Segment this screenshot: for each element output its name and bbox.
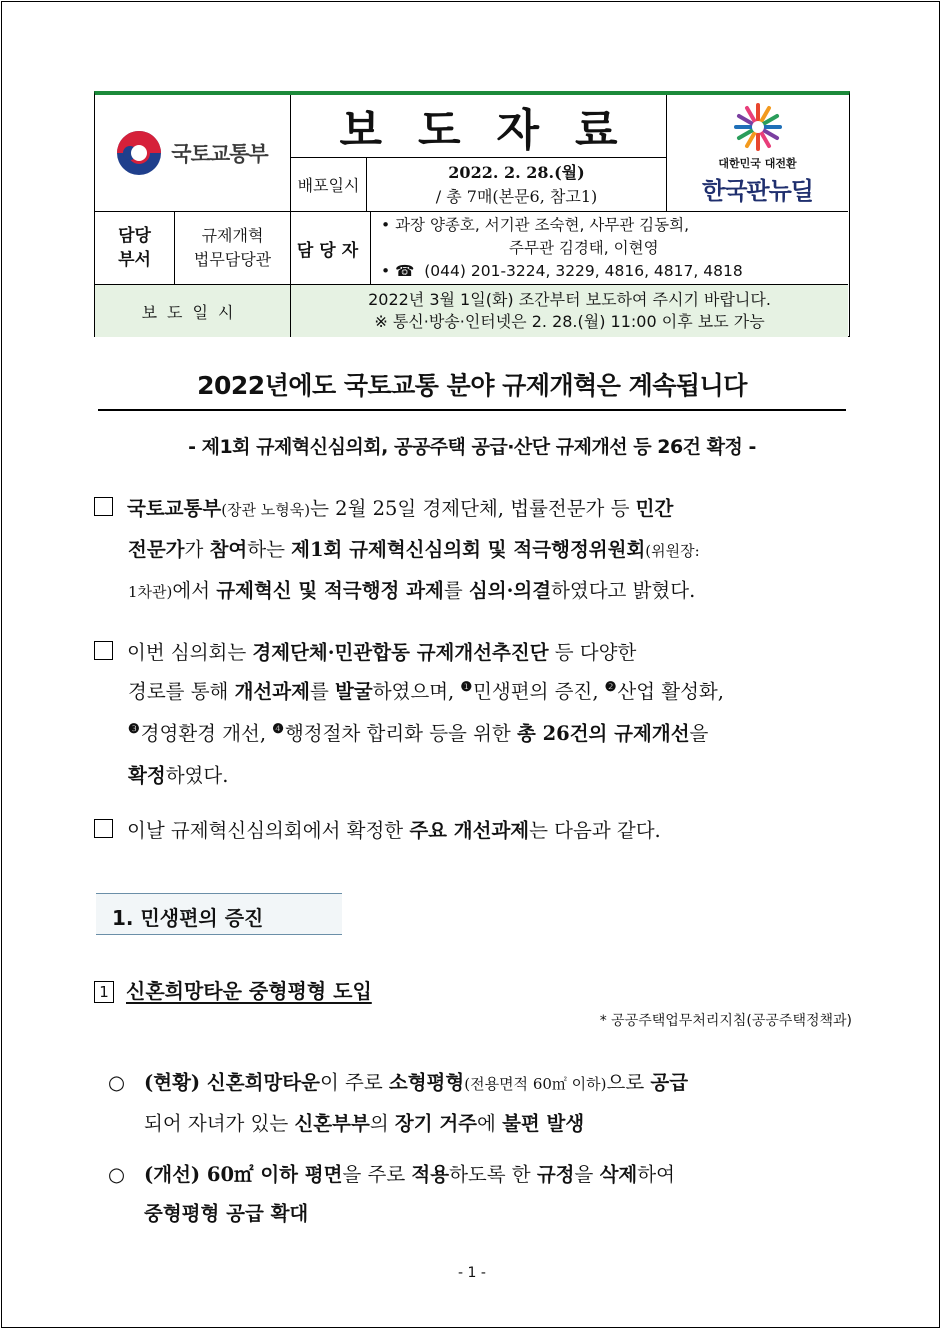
page-number: - 1 - (458, 1265, 486, 1281)
publish-line2: ※ 통신·방송·인터넷은 2. 28.(월) 11:00 이후 보도 가능 (374, 312, 765, 331)
new-deal-burst-icon (723, 101, 793, 153)
distribution-value (367, 158, 667, 212)
dept-name-line2: 법무담당관 (193, 250, 272, 269)
manager-line1: • 과장 양종호, 서기관 조숙현, 사무관 김동희, (381, 216, 690, 234)
brand-small-text: 대한민국 대전환 (718, 156, 797, 170)
manager-line2: 주무관 김경태, 이현영 (509, 239, 659, 257)
bullet-current: ○ (현황) 신혼희망타운이 주로 소형평형(전용면적 60㎡ 이하)으로 공급 되어 자녀가 있는 신혼부부의 장기 거주에 불편 발생 (94, 1063, 854, 1143)
phone-icon: ☎ (395, 262, 415, 280)
dept-label (95, 212, 175, 285)
item-heading (94, 975, 372, 1004)
subheadline: - 제1회 규제혁신심의회, 공공주택 공급·산단 규제개선 등 26건 확정 - (188, 436, 756, 458)
publish-line1: 2022년 3월 1일(화) 조간부터 보도하여 주시기 바랍니다. (368, 290, 771, 309)
phone-numbers: (044) 201-3224, 3229, 4816, 4817, 4818 (424, 262, 743, 280)
dept-name-line1: 규제개혁 (201, 226, 264, 245)
checkbox-bullet-icon (94, 497, 113, 516)
checkbox-bullet-icon (94, 819, 113, 838)
korea-new-deal-logo (667, 95, 848, 212)
section-title: 1. 민생편의 증진 (96, 893, 342, 935)
number-2-icon: ❷ (604, 680, 617, 695)
paragraph-3: 이날 규제혁신심의회에서 확정한 주요 개선과제는 다음과 같다. (94, 811, 854, 850)
manager-value (371, 212, 848, 285)
distribution-label: 배포일시 (291, 158, 367, 212)
item-number: 1 (94, 981, 114, 1003)
phone-line: • ☎ (044) 201-3224, 3229, 4816, 4817, 4818 (381, 262, 743, 280)
circle-bullet-icon: ○ (108, 1163, 126, 1186)
dept-label-line1: 담당 (118, 226, 151, 246)
publish-value (291, 285, 848, 337)
paragraph-1: 국토교통부(장관 노형욱)는 2월 25일 경제단체, 법률전문가 등 민간 전문가가 참여하는 제1회 규제혁신심의회 및 적극행정위원회(위원장: 1차관)에서 규제혁신 및 적극행정 과제를 심의·의결하였다고 밝혔다. (94, 489, 854, 612)
dept-label-line2: 부서 (118, 250, 151, 270)
distribution-date: 2022. 2. 28.(월) (448, 162, 585, 182)
ministry-logo (95, 95, 291, 212)
publish-label: 보도일시 (95, 285, 291, 337)
headline-divider (98, 409, 846, 411)
doc-type-title: 보도자료 (291, 95, 667, 158)
bullet-improvement: ○ (개선) 60㎡ 이하 평면을 주로 적용하도록 한 규정을 삭제하여 중형평형 공급 확대 (94, 1155, 854, 1233)
headline: 2022년에도 국토교통 분야 규제개혁은 계속됩니다 (197, 371, 747, 400)
reference-note: * 공공주택업무처리지침(공공주택정책과) (599, 1013, 852, 1029)
manager-label: 담당자 (291, 212, 371, 285)
item-title: 신혼희망타운 중형평형 도입 (126, 979, 372, 1003)
paragraph-2: 이번 심의회는 경제단체·민관합동 규제개선추진단 등 다양한 경로를 통해 개선과제를 발굴하였으며, $^❶$민생편의 증진, $^❷$산업 활성화, $^❸$경영환경 개선, $^❹$행정절차 합리화 등을 위한 총 26건의 규제개선을 확정하였다. (94, 633, 854, 795)
taegeuk-emblem-icon (117, 131, 161, 175)
press-release-header-table (94, 91, 850, 337)
checkbox-bullet-icon (94, 641, 113, 660)
circle-bullet-icon: ○ (108, 1071, 126, 1094)
number-4-icon: ❹ (272, 722, 284, 737)
number-3-icon: ❸ (128, 722, 140, 737)
brand-large-text: 한국판뉴딜 (702, 176, 813, 205)
ministry-logo-text: 국토교통부 (171, 142, 268, 166)
dept-value (175, 212, 291, 285)
distribution-pages: / 총 7매(본문6, 참고1) (435, 186, 598, 206)
number-1-icon: ❶ (460, 680, 473, 695)
